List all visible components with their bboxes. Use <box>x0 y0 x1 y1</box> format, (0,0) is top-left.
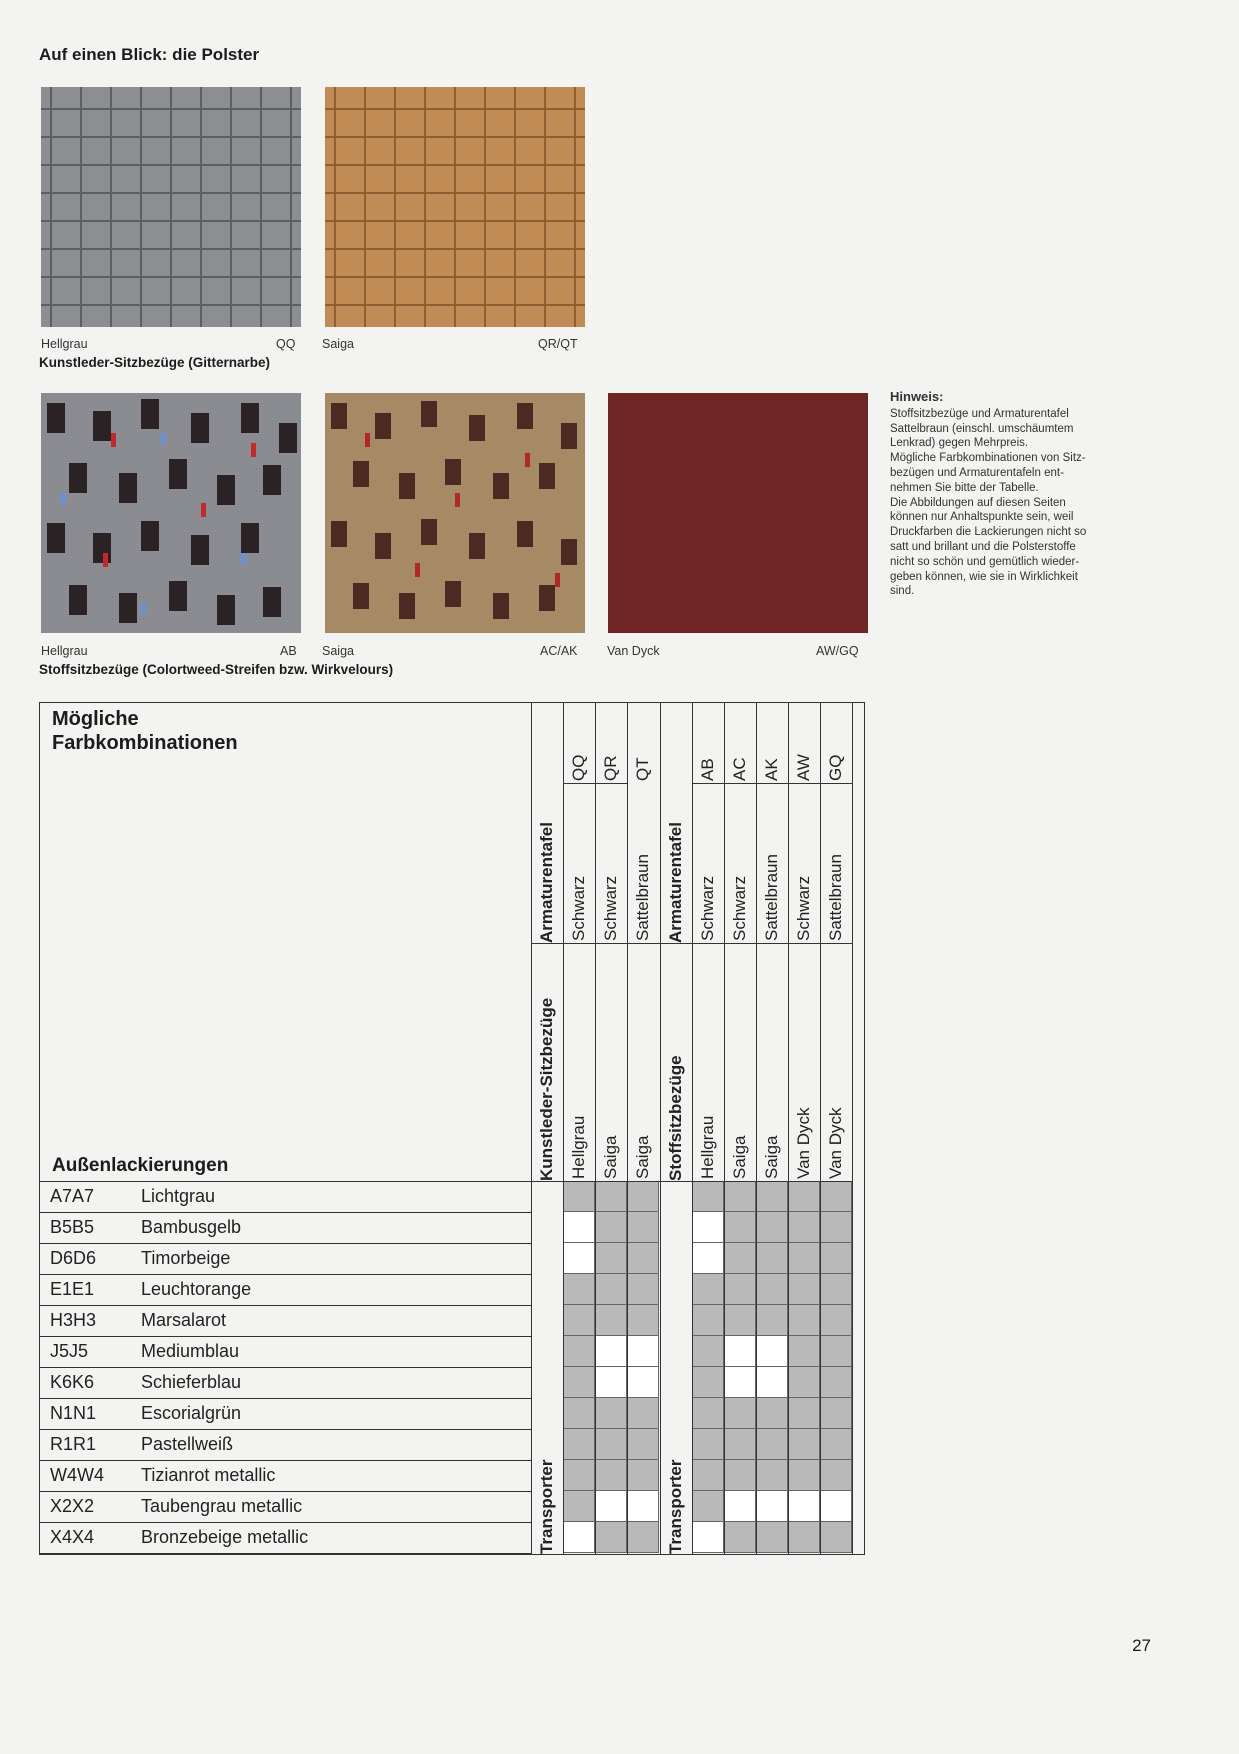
combination-cell <box>563 1212 595 1243</box>
column-code: QR <box>601 755 620 781</box>
tweed-texture <box>325 393 585 633</box>
combination-cell <box>563 1398 595 1429</box>
swatch-code: QQ <box>276 337 296 351</box>
combination-cell <box>724 1274 756 1305</box>
table-title-line: Farbkombinationen <box>52 732 238 754</box>
grid-line <box>40 1212 531 1213</box>
table-title <box>52 707 238 755</box>
column-seat-color: Van Dyck <box>794 1107 813 1179</box>
swatch-name: Hellgrau <box>41 337 88 351</box>
combination-cell <box>692 1429 724 1460</box>
column-dash-color: Schwarz <box>601 875 620 941</box>
swatch-name: Van Dyck <box>607 644 660 658</box>
note-line: Lenkrad) gegen Mehrpreis. <box>890 437 1029 450</box>
combination-cell <box>756 1429 788 1460</box>
combination-cell <box>627 1429 659 1460</box>
combination-cell <box>788 1336 820 1367</box>
paint-code: J5J5 <box>50 1341 89 1361</box>
table-row <box>40 1398 531 1429</box>
combination-cell <box>788 1305 820 1336</box>
table-row <box>40 1243 531 1274</box>
grid-line <box>40 1522 531 1523</box>
table-row <box>40 1522 531 1553</box>
column-seat-color: Hellgrau <box>698 1115 717 1179</box>
combination-cell <box>820 1522 852 1553</box>
combination-cell <box>756 1460 788 1491</box>
swatch-hellgrau-qq <box>41 87 301 327</box>
combination-cell <box>692 1398 724 1429</box>
paint-name: Marsalarot <box>141 1310 227 1330</box>
table-title-line: Mögliche <box>52 708 139 730</box>
combination-cell <box>595 1212 627 1243</box>
combination-cell <box>627 1522 659 1553</box>
column-dash-color: Schwarz <box>569 875 588 941</box>
paint-code: W4W4 <box>50 1465 104 1485</box>
tweed-texture <box>41 393 301 633</box>
combination-cell <box>788 1429 820 1460</box>
combination-cell <box>692 1491 724 1522</box>
group1-seat-label: Kunstleder-Sitzbezüge <box>537 997 556 1181</box>
column-seat-color: Saiga <box>762 1135 781 1179</box>
paint-name: Lichtgrau <box>141 1186 216 1206</box>
combination-cell <box>724 1491 756 1522</box>
combination-cell <box>788 1522 820 1553</box>
note-line: Stoffsitzbezüge und Armaturentafel <box>890 407 1069 420</box>
note-line: nehmen Sie bitte der Tabelle. <box>890 481 1039 494</box>
grid-line <box>531 943 852 944</box>
grid-line <box>40 1305 531 1306</box>
table-row <box>40 1181 531 1212</box>
paint-name: Pastellweiß <box>141 1434 234 1454</box>
page-number: 27 <box>1132 1636 1151 1655</box>
note-line: können nur Anhaltspunkte sein, weil <box>890 511 1074 524</box>
combination-cell <box>788 1212 820 1243</box>
combination-cell <box>724 1460 756 1491</box>
grid-line <box>692 783 852 784</box>
combination-cell <box>788 1243 820 1274</box>
grid-line <box>788 703 789 1554</box>
combination-cell <box>820 1398 852 1429</box>
combination-cell <box>595 1274 627 1305</box>
combination-cell <box>724 1212 756 1243</box>
combination-cell <box>820 1460 852 1491</box>
grid-line <box>40 1336 531 1337</box>
combination-cell <box>756 1522 788 1553</box>
swatch-code: AC/AK <box>540 644 578 658</box>
paint-name: Escorialgrün <box>141 1403 242 1423</box>
combination-cell <box>563 1274 595 1305</box>
combination-cell <box>563 1305 595 1336</box>
grid-line <box>627 703 628 1554</box>
column-code: GQ <box>826 754 845 781</box>
combination-cell <box>724 1336 756 1367</box>
combination-cell <box>788 1274 820 1305</box>
combination-cell <box>820 1491 852 1522</box>
combination-cell <box>756 1181 788 1212</box>
combination-cell <box>627 1460 659 1491</box>
page-heading: Auf einen Blick: die Polster <box>39 45 260 64</box>
combination-cell <box>692 1522 724 1553</box>
combination-cell <box>756 1491 788 1522</box>
note-box <box>890 390 1140 599</box>
grid-line <box>563 703 564 1554</box>
fabric-caption: Stoffsitzbezüge (Colortweed-Streifen bzw. Wirkvelours) <box>39 662 394 677</box>
combination-cell <box>788 1367 820 1398</box>
paint-name: Schieferblau <box>141 1372 242 1392</box>
grid-line <box>40 1429 531 1430</box>
column-seat-color: Hellgrau <box>569 1115 588 1179</box>
grid-line <box>531 1181 852 1182</box>
swatch-code: QR/QT <box>538 337 578 351</box>
grid-line <box>40 1243 531 1244</box>
combination-cell <box>595 1460 627 1491</box>
combination-cell <box>595 1305 627 1336</box>
combination-cell <box>820 1429 852 1460</box>
table-row <box>40 1274 531 1305</box>
combination-cell <box>724 1398 756 1429</box>
column-seat-color: Van Dyck <box>826 1107 845 1179</box>
swatch-hellgrau-ab <box>41 393 301 633</box>
paint-code: H3H3 <box>50 1310 97 1330</box>
table-row <box>40 1305 531 1336</box>
grid-line <box>820 703 821 1554</box>
paint-name: Taubengrau metallic <box>141 1496 303 1516</box>
table-row <box>40 1491 531 1522</box>
combination-cell <box>563 1522 595 1553</box>
combination-cell <box>756 1367 788 1398</box>
column-seat-color: Saiga <box>633 1135 652 1179</box>
combination-cell <box>563 1336 595 1367</box>
grid-line <box>563 783 627 784</box>
grid-line <box>40 1181 531 1182</box>
grid-line <box>724 703 725 1554</box>
combination-cell <box>692 1367 724 1398</box>
combination-cell <box>692 1336 724 1367</box>
note-line: Mögliche Farbkombinationen von Sitz- <box>890 452 1086 465</box>
swatch-saiga-ac-ak <box>325 393 585 633</box>
swatch-saiga-qr-qt <box>325 87 585 327</box>
paint-code: N1N1 <box>50 1403 97 1423</box>
combination-cell <box>595 1491 627 1522</box>
combination-cell <box>820 1367 852 1398</box>
combination-cell <box>627 1336 659 1367</box>
combination-cell <box>627 1274 659 1305</box>
column-dash-color: Sattelbraun <box>762 854 781 941</box>
paint-name: Bronzebeige metallic <box>141 1527 309 1547</box>
combination-cell <box>756 1212 788 1243</box>
note-line: Sattelbraun (einschl. umschäumtem <box>890 422 1074 435</box>
combination-cell <box>563 1460 595 1491</box>
combination-cell <box>627 1367 659 1398</box>
combination-cell <box>595 1367 627 1398</box>
combination-cell <box>692 1305 724 1336</box>
combination-cell <box>627 1398 659 1429</box>
note-line: satt und brillant und die Polsterstoffe <box>890 540 1076 553</box>
combination-cell <box>788 1460 820 1491</box>
column-dash-color: Schwarz <box>794 875 813 941</box>
combination-cell <box>595 1336 627 1367</box>
combination-cell <box>724 1367 756 1398</box>
combination-cell <box>563 1429 595 1460</box>
group2-model-label: Transporter <box>666 1459 685 1554</box>
combination-cell <box>627 1305 659 1336</box>
note-line: bezügen und Armaturentafeln ent- <box>890 466 1064 479</box>
swatch-name: Saiga <box>322 337 354 351</box>
combination-cell <box>627 1212 659 1243</box>
grid-line <box>40 1274 531 1275</box>
grid-line <box>756 703 757 1554</box>
paint-code: X2X2 <box>50 1496 95 1516</box>
column-dash-color: Sattelbraun <box>633 854 652 941</box>
grid-line <box>40 1553 531 1554</box>
grid-line <box>595 703 596 1554</box>
combination-cell <box>563 1491 595 1522</box>
column-dash-color: Sattelbraun <box>826 854 845 941</box>
combination-cell <box>820 1305 852 1336</box>
swatch-code: AW/GQ <box>816 644 859 658</box>
grid-line <box>660 703 661 1554</box>
column-dash-color: Schwarz <box>698 875 717 941</box>
combination-cell <box>820 1181 852 1212</box>
table-row <box>40 1212 531 1243</box>
table-row <box>40 1429 531 1460</box>
paint-code: E1E1 <box>50 1279 95 1299</box>
group1-model-label: Transporter <box>537 1459 556 1554</box>
swatch-van-dyck-aw-gq <box>608 393 868 633</box>
group2-dash-label: Armaturentafel <box>666 822 685 943</box>
combination-cell <box>692 1181 724 1212</box>
combination-cell <box>820 1212 852 1243</box>
grid-line <box>40 1367 531 1368</box>
table-subtitle: Außenlackierungen <box>52 1155 229 1176</box>
paint-code: K6K6 <box>50 1372 95 1392</box>
swatch-name: Saiga <box>322 644 354 658</box>
group2-seat-label: Stoffsitzbezüge <box>666 1055 685 1181</box>
combination-cell <box>788 1181 820 1212</box>
column-seat-color: Saiga <box>601 1135 620 1179</box>
grid-line <box>40 1398 531 1399</box>
combination-cell <box>627 1181 659 1212</box>
group1-dash-label: Armaturentafel <box>537 822 556 943</box>
combination-cell <box>692 1274 724 1305</box>
grid-line <box>692 703 693 1554</box>
combination-cell <box>563 1367 595 1398</box>
velour-texture <box>608 393 868 633</box>
combination-cell <box>756 1274 788 1305</box>
table-row <box>40 1367 531 1398</box>
swatch-name: Hellgrau <box>41 644 88 658</box>
paint-name: Leuchtorange <box>141 1279 252 1299</box>
combination-cell <box>756 1336 788 1367</box>
paint-code: D6D6 <box>50 1248 97 1268</box>
paint-code: B5B5 <box>50 1217 95 1237</box>
combination-cell <box>756 1243 788 1274</box>
paint-name: Timorbeige <box>141 1248 231 1268</box>
swatch-code: AB <box>280 644 297 658</box>
column-seat-color: Saiga <box>730 1135 749 1179</box>
paint-code: A7A7 <box>50 1186 95 1206</box>
combination-cell <box>595 1398 627 1429</box>
combination-cell <box>595 1429 627 1460</box>
note-line: Die Abbildungen auf diesen Seiten <box>890 496 1066 509</box>
table-row <box>40 1460 531 1491</box>
paint-code: X4X4 <box>50 1527 95 1547</box>
column-code: AC <box>730 757 749 781</box>
paint-code: R1R1 <box>50 1434 97 1454</box>
grid-line <box>852 703 853 1554</box>
combination-cell <box>724 1181 756 1212</box>
combination-cell <box>627 1243 659 1274</box>
combination-cell <box>724 1243 756 1274</box>
combination-cell <box>627 1491 659 1522</box>
combination-cell <box>692 1460 724 1491</box>
combination-cell <box>788 1491 820 1522</box>
combination-cell <box>563 1181 595 1212</box>
grid-line <box>40 1460 531 1461</box>
combination-cell <box>724 1305 756 1336</box>
note-line: geben können, wie sie in Wirklichkeit <box>890 570 1078 583</box>
combination-cell <box>724 1429 756 1460</box>
note-line: Druckfarben die Lackierungen nicht so <box>890 526 1087 539</box>
paint-name: Tizianrot metallic <box>141 1465 276 1485</box>
column-dash-color: Schwarz <box>730 875 749 941</box>
grid-line <box>531 703 532 1554</box>
combination-cell <box>756 1398 788 1429</box>
leatherette-grid-texture <box>325 87 585 327</box>
combination-cell <box>692 1212 724 1243</box>
note-line: nicht so schön und gemütlich wieder- <box>890 555 1080 568</box>
combination-cell <box>756 1305 788 1336</box>
leatherette-caption: Kunstleder-Sitzbezüge (Gitternarbe) <box>39 355 271 370</box>
leatherette-grid-texture <box>41 87 301 327</box>
note-title: Hinweis: <box>890 389 944 404</box>
combination-cell <box>595 1522 627 1553</box>
column-code: AK <box>762 758 781 781</box>
combination-cell <box>563 1243 595 1274</box>
column-code: AB <box>698 758 717 781</box>
combination-cell <box>788 1398 820 1429</box>
column-code: QT <box>633 757 652 781</box>
grid-line <box>40 1491 531 1492</box>
combination-cell <box>595 1243 627 1274</box>
combination-cell <box>595 1181 627 1212</box>
column-code: AW <box>794 754 813 781</box>
combination-cell <box>692 1243 724 1274</box>
combination-cell <box>820 1274 852 1305</box>
color-combination-table <box>39 702 865 1555</box>
table-row <box>40 1336 531 1367</box>
column-code: QQ <box>569 754 588 781</box>
combination-cell <box>724 1522 756 1553</box>
combination-cell <box>820 1243 852 1274</box>
combination-cell <box>820 1336 852 1367</box>
paint-name: Bambusgelb <box>141 1217 242 1237</box>
paint-name: Mediumblau <box>141 1341 240 1361</box>
note-line: sind. <box>890 585 915 598</box>
